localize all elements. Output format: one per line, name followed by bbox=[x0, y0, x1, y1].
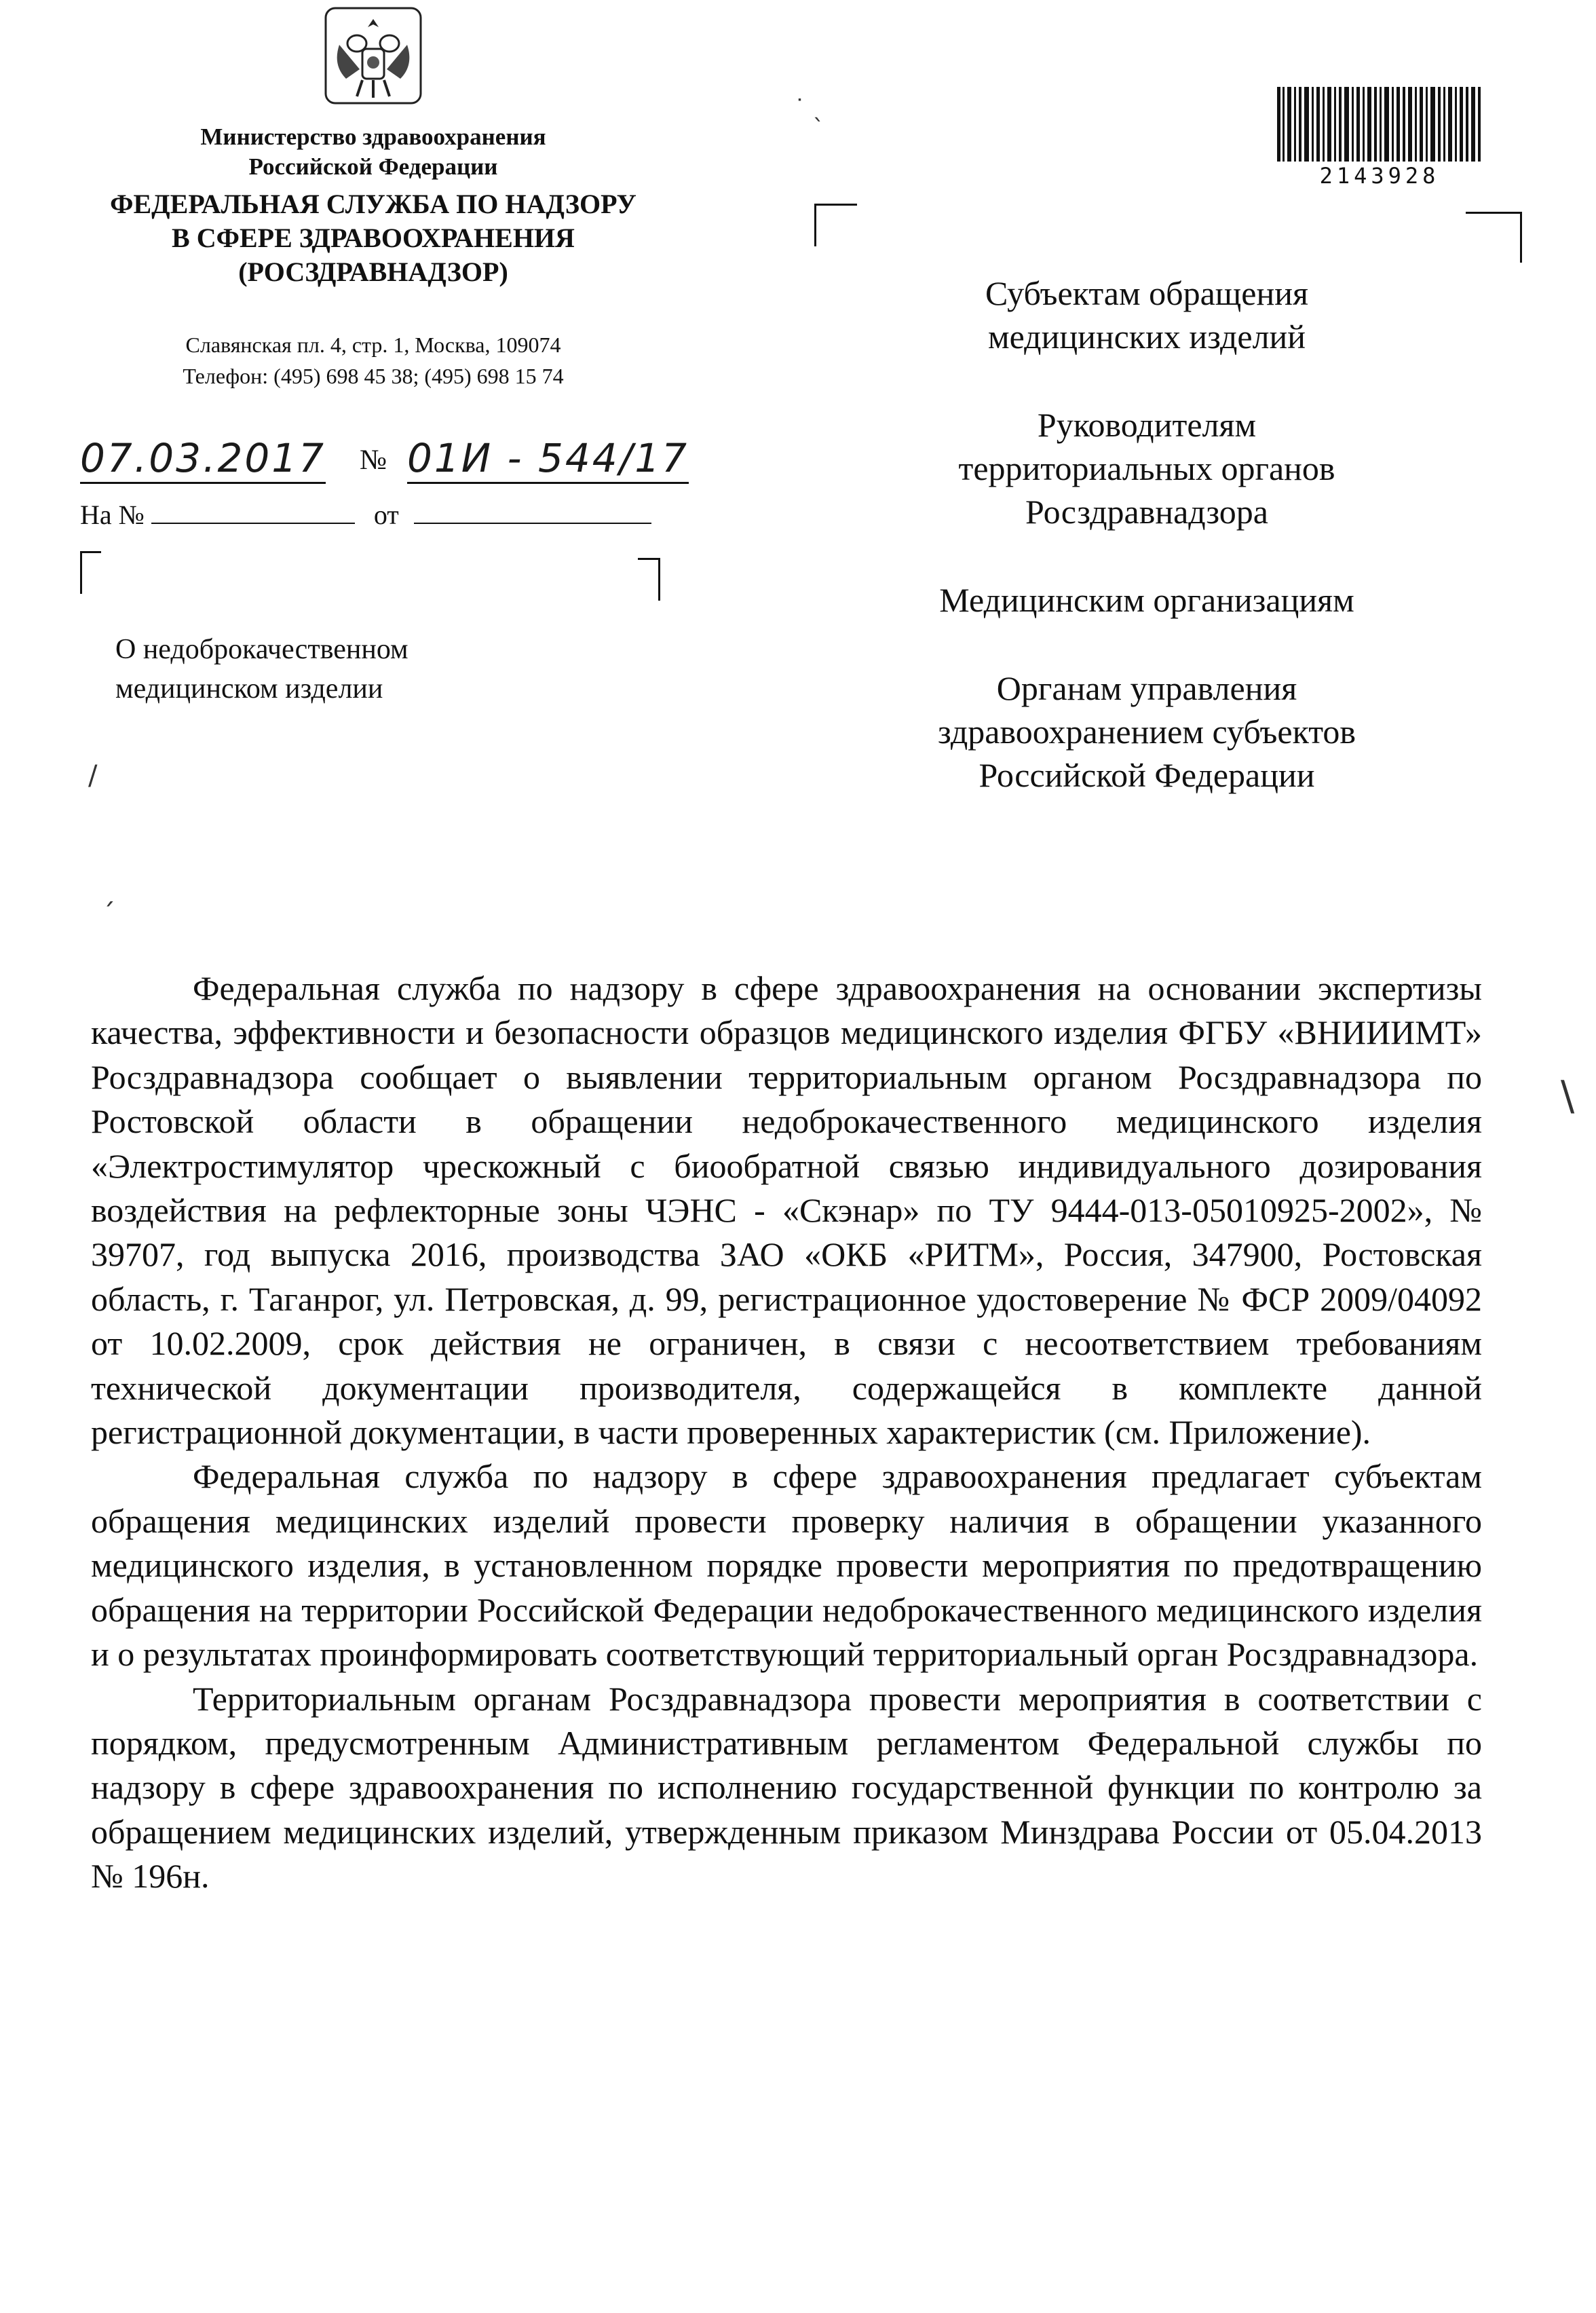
addressee-group bbox=[869, 403, 1425, 533]
addressee-line: Руководителям bbox=[1037, 406, 1257, 444]
subject-corner-left bbox=[80, 551, 101, 594]
agency-name bbox=[61, 187, 685, 289]
registration-number: 01И - 544/17 bbox=[407, 434, 689, 484]
addressee-group bbox=[869, 666, 1425, 797]
subject-corner-right bbox=[638, 558, 660, 601]
subject-line-1: О недоброкачественном bbox=[115, 634, 408, 665]
postal-address: Славянская пл. 4, стр. 1, Москва, 109074 bbox=[185, 333, 561, 357]
scan-mark: ˙ ˎ bbox=[794, 95, 824, 122]
addressee-list bbox=[869, 271, 1425, 842]
letter-body bbox=[91, 966, 1482, 1899]
barcode bbox=[1274, 87, 1485, 162]
phone-numbers: Телефон: (495) 698 45 38; (495) 698 15 74 bbox=[183, 364, 564, 388]
ministry-name bbox=[115, 122, 631, 182]
scan-mark: / bbox=[88, 760, 98, 791]
addressee-group bbox=[869, 271, 1425, 358]
addressee-line: здравоохранением субъектов bbox=[937, 713, 1356, 751]
addressee-line: медицинских изделий bbox=[987, 318, 1306, 356]
addressee-line: Органам управления bbox=[996, 669, 1297, 707]
addressee-line: Субъектам обращения bbox=[985, 274, 1308, 312]
addressee-corner-right bbox=[1466, 212, 1522, 263]
sender-address bbox=[95, 329, 651, 392]
addressee-line: Медицинским организациям bbox=[939, 581, 1354, 619]
reference-date-blank bbox=[414, 500, 651, 524]
reference-number-blank bbox=[151, 500, 355, 524]
addressee-corner-left bbox=[814, 204, 857, 246]
body-paragraph-2: Федеральная служба по надзору в сфере здравоохранения предлагает субъектам обращения медицинских изделий провести проверку наличия в обращении указанного медицинского изделия, в установленном порядке провести мероприятия по предотвращению обращения на территории Российской Федерации недоброкачественного медицинского изделия и о результатах проинформировать соответствующий территориальный орган Росздравнадзора. bbox=[91, 1457, 1482, 1674]
registration-date: 07.03.2017 bbox=[80, 434, 326, 484]
addressee-line: территориальных органов bbox=[958, 449, 1335, 487]
number-label: № bbox=[360, 445, 387, 476]
body-paragraph-1: Федеральная служба по надзору в сфере здравоохранения на основании экспертизы качества, эффективности и безопасности образцов медицинского изделия ФГБУ «ВНИИИМТ» Росздравнадзора сообщает о выявлении территориальным органом Росздравнадзора по Ростовской области в обращении недоброкачественного медицинского изделия «Электростимулятор чрескожный с биообратной связью индивидуального дозирования воздействия на рефлекторные зоны ЧЭНС - «Скэнар» по ТУ 9444-013-05010925-2002», № 39707, год выпуска 2016, производства ЗАО «ОКБ «РИТМ», Россия, 347900, Ростовская область, г. Таганрог, ул. Петровская, д. 99, регистрационное удостоверение № ФСР 2009/04092 от 10.02.2009, срок действия не ограничен, в связи с несоответствием требованиям технической документации производителя, содержащейся в комплекте данной регистрационной документации, в части проверенных характеристик (см. Приложение). bbox=[91, 969, 1482, 1452]
registration-line bbox=[80, 434, 759, 489]
reference-line bbox=[80, 498, 651, 532]
ministry-line-1: Министерство здравоохранения bbox=[200, 124, 546, 150]
subject-line-2: медицинском изделии bbox=[115, 673, 383, 704]
scan-mark: \ bbox=[1561, 1072, 1575, 1120]
reference-number-label: На № bbox=[80, 500, 145, 530]
addressee-line: Росздравнадзора bbox=[1025, 493, 1268, 531]
letter-subject bbox=[115, 630, 590, 709]
addressee-line: Российской Федерации bbox=[978, 756, 1315, 794]
emblem-icon bbox=[319, 4, 428, 107]
agency-line-2: В СФЕРЕ ЗДРАВООХРАНЕНИЯ bbox=[172, 223, 575, 253]
addressee-group bbox=[869, 578, 1425, 622]
body-paragraph-3: Территориальным органам Росздравнадзора провести мероприятия в соответствии с порядком, предусмотренным Административным регламентом Федеральной службы по надзору в сфере здравоохранения по исполнению государственной функции по контролю за обращением медицинских изделий, утвержденным приказом Минздрава России от 05.04.2013 № 196н. bbox=[91, 1679, 1482, 1896]
barcode-number: 2143928 bbox=[1319, 163, 1440, 189]
reference-date-label: от bbox=[373, 500, 399, 530]
agency-line-1: ФЕДЕРАЛЬНАЯ СЛУЖБА ПО НАДЗОРУ bbox=[110, 189, 636, 219]
scan-mark: ˏ bbox=[102, 876, 115, 907]
ministry-line-2: Российской Федерации bbox=[248, 153, 498, 180]
agency-line-3: (РОСЗДРАВНАДЗОР) bbox=[238, 257, 508, 287]
